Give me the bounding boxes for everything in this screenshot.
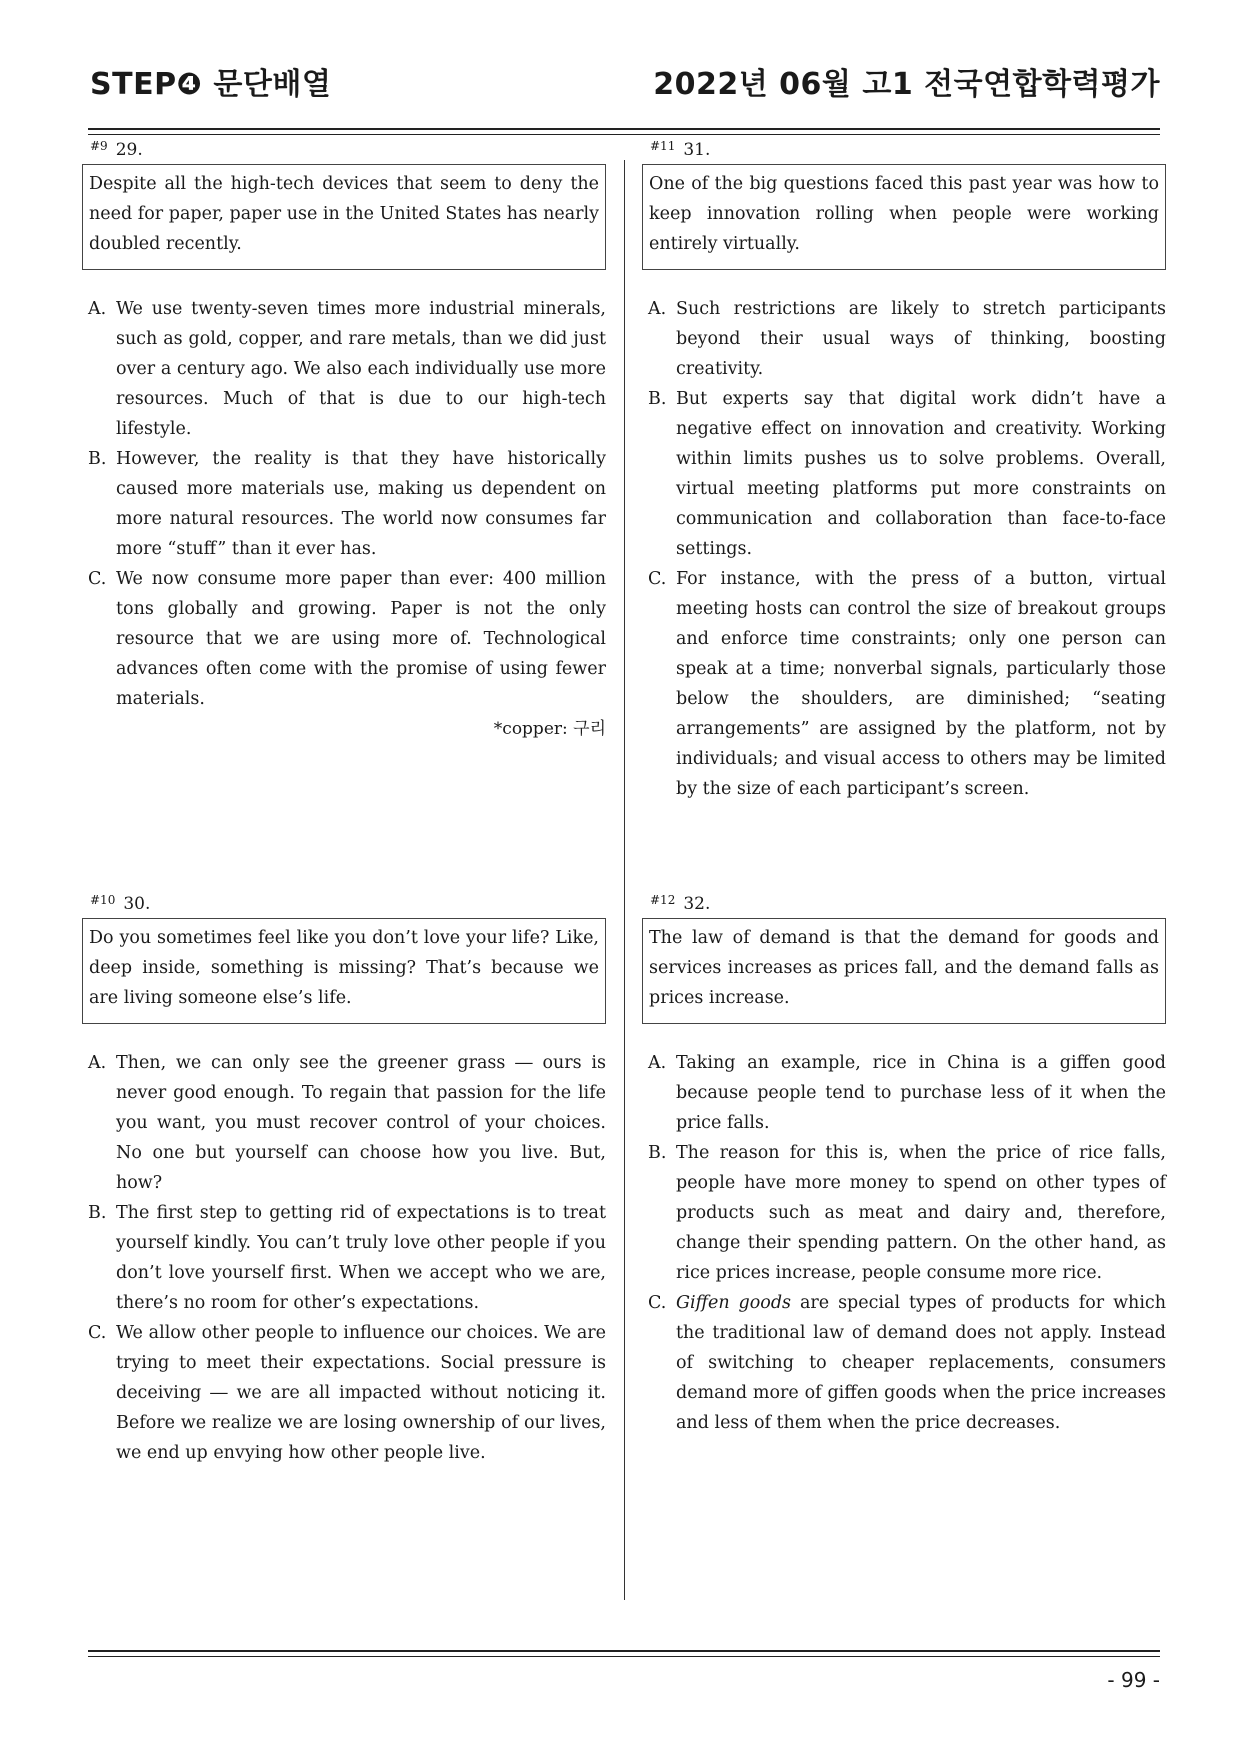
options-list [642,1048,1166,1438]
question-id: #9 [90,139,108,153]
option-letter: A. [88,299,107,319]
option-italic-term: Giffen goods [676,1293,792,1313]
option-a [648,294,1166,384]
options-list [642,294,1166,804]
option-letter: A. [88,1053,107,1073]
option-text: Taking an example, rice in China is a giffen good because people tend to purchase less of it when the price falls. [676,1053,1166,1133]
option-letter: B. [88,449,107,469]
option-letter: C. [648,1293,667,1313]
option-letter: B. [88,1203,107,1223]
option-a [648,1048,1166,1138]
question-id: #10 [90,893,116,907]
question-number: 30. [123,894,151,914]
option-b [88,1198,606,1318]
intro-box: Despite all the high-tech devices that seem to deny the need for paper, paper use in the United States has nearly doubled recently. [82,164,606,270]
option-text: However, the reality is that they have historically caused more materials use, making us dependent on more natural resources. The world now consumes far more “stuff” than it ever has. [116,449,606,559]
option-letter: C. [88,1323,107,1343]
note-meaning: 구리 [573,719,606,739]
option-text: We now consume more paper than ever: 400 million tons globally and growing. Paper is not the only resource that we are using more of. Technological advances often come with the promise of using fewer materials. [116,569,606,709]
option-text: We allow other people to influence our choices. We are trying to meet their expectations. Social pressure is deceiving ― we are all impacted without noticing it. Before we realize we are losing ownership of our lives, we end up envying how other people live. [116,1323,606,1463]
intro-box: Do you sometimes feel like you don’t love your life? Like, deep inside, something is missing? That’s because we are living someone else’s life. [82,918,606,1024]
note-term: *copper: [493,719,568,739]
option-text: Then, we can only see the greener grass ― ours is never good enough. To regain that passion for the life you want, you must recover control of your choices. No one but yourself can choose how you live. But, how? [116,1053,606,1193]
column-divider [624,160,625,1600]
question-number: 29. [115,140,143,160]
exam-title: 2022년 06월 고1 전국연합학력평가 [653,67,1160,102]
option-letter: C. [88,569,107,589]
question-label [642,894,1166,918]
question-29 [82,140,606,744]
intro-box: The law of demand is that the demand for goods and services increases as prices fall, and the demand falls as prices increase. [642,918,1166,1024]
option-letter: B. [648,389,667,409]
option-text: are special types of products for which the traditional law of demand does not apply. Instead of switching to cheaper replacements, consumers demand more of giffen goods when the price increases and less of them when the price decreases. [676,1293,1166,1433]
option-text: The first step to getting rid of expectations is to treat yourself kindly. You can’t truly love other people if you don’t love yourself first. When we accept who we are, there’s no room for other’s expectations. [116,1203,606,1313]
question-number: 31. [683,140,711,160]
option-b [648,384,1166,564]
option-text: For instance, with the press of a button, virtual meeting hosts can control the size of breakout groups and enforce time constraints; only one person can speak at a time; nonverbal signals, particularly those below the shoulders, are diminished; “seating arrangements” are assigned by the platform, not by individuals; and visual access to others may be limited by the size of each participant’s screen. [676,569,1166,799]
option-c [88,564,606,714]
option-letter: B. [648,1143,667,1163]
footer-rule [88,1650,1160,1657]
option-letter: A. [648,299,667,319]
option-b [88,444,606,564]
page-header [90,58,1160,104]
question-number: 32. [683,894,711,914]
question-id: #12 [650,893,676,907]
question-label [82,894,606,918]
option-a [88,1048,606,1198]
question-id: #11 [650,139,676,153]
option-a [88,294,606,444]
step-title: STEP❹ 문단배열 [90,67,332,102]
question-label [82,140,606,164]
question-30 [82,894,606,1468]
option-text: Such restrictions are likely to stretch participants beyond their usual ways of thinking, boosting creativity. [676,299,1166,379]
vocab-note [88,714,606,744]
options-list [82,294,606,744]
option-c [648,1288,1166,1438]
question-32 [642,894,1166,1438]
option-text: But experts say that digital work didn’t have a negative effect on innovation and creativity. Working within limits pushes us to solve problems. Overall, virtual meeting platforms put more constraints on communication and collaboration than face-to-face settings. [676,389,1166,559]
page-number: - 99 - [1107,1668,1160,1692]
header-rule [88,128,1160,135]
option-b [648,1138,1166,1288]
option-c [648,564,1166,804]
question-31 [642,140,1166,804]
options-list [82,1048,606,1468]
option-c [88,1318,606,1468]
option-text: The reason for this is, when the price of rice falls, people have more money to spend on other types of products such as meat and dairy and, therefore, change their spending pattern. On the other hand, as rice prices increase, people consume more rice. [676,1143,1166,1283]
question-label [642,140,1166,164]
option-text: We use twenty-seven times more industrial minerals, such as gold, copper, and rare metals, than we did just over a century ago. We also each individually use more resources. Much of that is due to our high-tech lifestyle. [116,299,606,439]
intro-box: One of the big questions faced this past year was how to keep innovation rolling when people were working entirely virtually. [642,164,1166,270]
option-letter: A. [648,1053,667,1073]
option-letter: C. [648,569,667,589]
